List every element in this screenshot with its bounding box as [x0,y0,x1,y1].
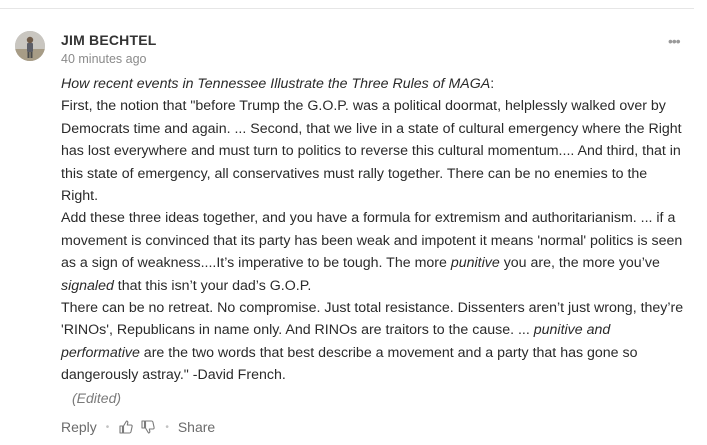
comment-p2-text-a: Add these three ideas together, and you have a formula for extremism and authoritarianism. ... if a movement is convinced that its party has been weak and impotent it means 'normal' politics is seen as a sign of weakness....It’s imperative to be tough. The more [61,210,683,272]
comment-author[interactable]: JIM BECHTEL [61,32,157,48]
edited-label: (Edited) [72,390,122,406]
comment-paragraph-2 [61,207,686,297]
comment-title: How recent events in Tennessee Illustrate the Three Rules of MAGA [61,76,491,92]
comment-title-colon: : [490,76,495,92]
comment-paragraph-3 [61,297,686,387]
avatar[interactable] [15,31,45,61]
comment-p2-text-c: that this isn’t your dad’s G.O.P. [113,277,312,294]
comment-body [61,73,686,387]
share-button[interactable]: Share [177,419,216,435]
comment-p3-text-a: There can be no retreat. No compromise. Just total resistance. Dissenters aren’t just wrong, they’re 'RINOs', Republicans in name only. And RINOs are traitors to the cause. ... [61,300,684,339]
comment-timestamp[interactable]: 40 minutes ago [61,52,147,66]
comment-p2-emphasis-1: punitive [450,255,500,272]
action-separator: • [165,421,169,433]
comment-actions [61,417,215,437]
thumbs-up-icon [118,419,134,435]
comment-p3-text-b: are the two words that best describe a movement and a party that has gone so dangerously astray." -David French. [61,344,638,384]
comment-p3-emphasis: punitive and performative [61,322,611,361]
top-divider [0,8,694,9]
comment-p2-text-b: you are, the more you’ve [499,255,660,272]
more-options-button[interactable]: ••• [668,33,680,49]
comment-title-line [61,73,686,95]
comment-paragraph-1: First, the notion that "before Trump the G.O.P. was a political doormat, helplessly walked over by Democrats time and again. ... Second, that we live in a state of cultural emergency where the Right has lost everywhere and must turn to politics to reverse this cultural momentum.... And third, that in this state of emergency, all conservatives must rally together. There can be no enemies to the Right. [61,98,682,205]
reply-button[interactable]: Reply [61,419,97,435]
thumbs-down-icon [140,419,156,435]
upvote-button[interactable] [118,419,134,435]
comment-p2-emphasis-2: signaled [61,277,114,294]
avatar-image [15,31,45,61]
downvote-button[interactable] [140,419,156,435]
action-separator: • [105,421,110,433]
